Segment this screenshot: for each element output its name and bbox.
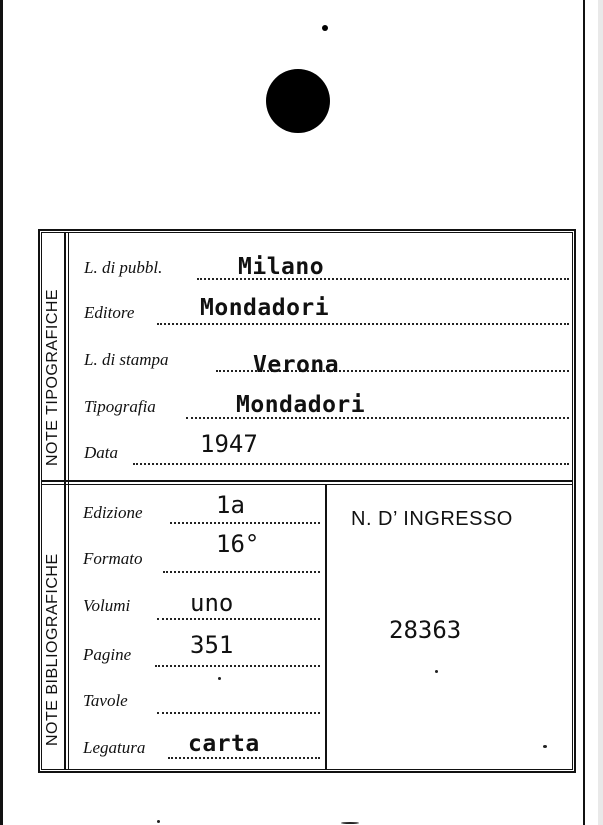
punch-hole: [266, 69, 330, 133]
field-value: uno: [190, 589, 234, 617]
card-left-edge: [0, 0, 3, 825]
ink-speck: [218, 677, 221, 680]
field-label: Tavole: [83, 691, 128, 710]
note-tipografiche-title: NOTE TIPOGRAFICHE: [44, 288, 61, 466]
section-divider: [41, 480, 573, 482]
ink-speck: [543, 745, 547, 748]
field-value: Milano: [238, 254, 325, 280]
field-label: Edizione: [83, 503, 143, 522]
field-label: Volumi: [83, 596, 131, 615]
field-value: Mondadori: [200, 295, 330, 321]
dotted-line: [163, 571, 320, 573]
field-value: carta: [188, 731, 260, 757]
field-label: Tipografia: [84, 397, 156, 416]
field-label: Data: [84, 443, 118, 462]
ink-speck: [341, 822, 359, 824]
field-value: Verona: [253, 352, 340, 378]
ingresso-divider: [325, 484, 327, 770]
dotted-line: [157, 323, 569, 325]
section-divider-inner: [41, 484, 573, 485]
note-bibliografiche-title: NOTE BIBLIOGRAFICHE: [44, 553, 61, 746]
dotted-line: [168, 757, 320, 759]
dotted-line: [155, 665, 320, 667]
dotted-line: [157, 618, 320, 620]
field-label: Formato: [83, 549, 143, 568]
side-column-divider-inner: [68, 232, 69, 770]
field-label: Pagine: [83, 645, 132, 664]
dotted-line: [170, 522, 320, 524]
field-label: L. di pubbl.: [84, 258, 163, 277]
ingresso-title: N. D’ INGRESSO: [351, 508, 513, 530]
ink-speck: [322, 25, 328, 31]
field-value: Mondadori: [236, 392, 366, 418]
ink-speck: [435, 670, 438, 673]
card-right-edge: [583, 0, 585, 825]
field-value: 351: [190, 631, 234, 659]
field-value: 16°: [216, 530, 260, 558]
field-value: 1947: [200, 430, 258, 458]
ink-speck: [157, 820, 160, 823]
field-value: 1a: [216, 491, 245, 519]
ingresso-number: 28363: [389, 616, 462, 644]
dotted-line: [133, 463, 569, 465]
side-column-divider: [64, 232, 66, 770]
dotted-line: [157, 712, 320, 714]
card-right-margin: [598, 0, 603, 825]
field-label: Legatura: [83, 738, 146, 757]
field-label: L. di stampa: [84, 350, 169, 369]
field-label: Editore: [84, 303, 135, 322]
